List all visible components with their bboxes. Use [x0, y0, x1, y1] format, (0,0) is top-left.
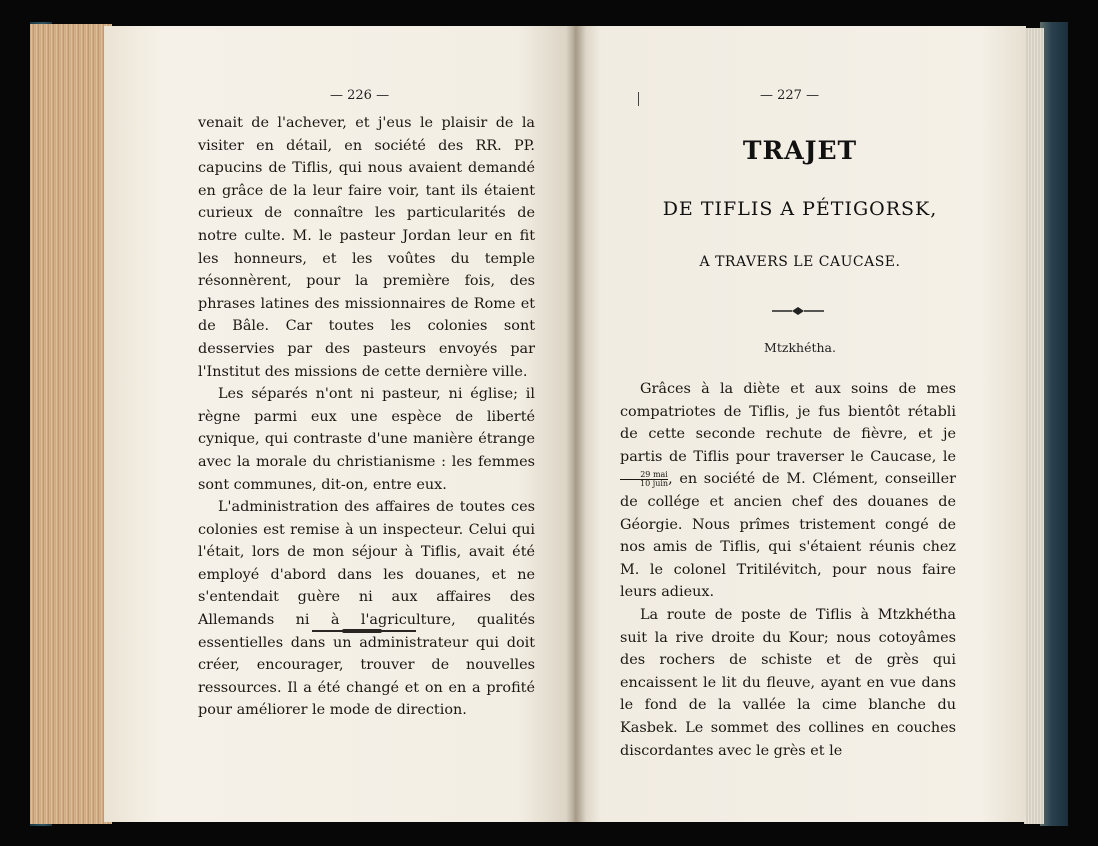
page-edges-left [30, 24, 112, 824]
place-heading: Mtzkhétha. [764, 340, 836, 355]
end-rule [312, 630, 416, 632]
left-paragraph-3: L'administration des affaires de toutes ces colonies est remise à un inspecteur. Celui qui l'était, lors de mon séjour à Tiflis, avait été employé d'abord dans les douanes, et ne s'entendait guère ni aux affaires des Allemands ni à l'agriculture, qualités essentielles dans un administrateur qui doit créer, encourager, trouver de nouvelles ressources. Il a été changé et on en a profité pour améliorer le mode de direction. [198, 499, 535, 719]
right-paragraph-1 [620, 378, 956, 604]
ornament-icon [770, 306, 826, 316]
chapter-subtitle: DE TIFLIS A PÉTIGORSK, [662, 198, 938, 220]
right-paragraph-2: La route de poste de Tiflis à Mtzkhétha suit la rive droite du Kour; nous cotoyâmes des rochers de schiste et de grès qui encaissent le lit du fleuve, ayant en vue dans le fond de la vallée la cime blanche du Kasbek. Le sommet des collines en couches discordantes avec le grès et le [620, 606, 956, 759]
book-cover-right [1040, 22, 1068, 826]
page-number-right: — 227 — [760, 88, 820, 103]
left-page [104, 26, 574, 822]
page-number-left: — 226 — [330, 88, 390, 103]
date-fraction-top: 29 mai [620, 471, 668, 480]
page-edges-right [1024, 28, 1044, 824]
book-gutter [566, 26, 586, 822]
date-fraction-bottom: 10 juin [640, 478, 669, 488]
chapter-subtitle-2: A TRAVERS LE CAUCASE. [699, 254, 901, 270]
left-paragraph-1: venait de l'achever, et j'eus le plaisir de la visiter en détail, en société des RR. PP. capucins de Tiflis, qui nous avaient demandé en grâce de la leur faire voir, tant ils étaient curieux de connaître les particularités de notre culte. M. le pasteur Jordan leur en fit les honneurs, et les voûtes du temple résonnèrent, pour la première fois, des phrases latines des missionnaires de Rome et de Bâle. Car toutes les colonies sont desservies par des pasteurs envoyés par l'Institut des missions de cette dernière ville. [198, 115, 535, 380]
chapter-title: TRAJET [742, 136, 858, 165]
right-page-text [620, 378, 956, 762]
right-paragraph-1-start: Grâces à la diète et aux soins de mes compatriotes de Tiflis, je fus bientôt rétabli de cette seconde rechute de fièvre, et je partis de Tiflis pour traverser le Caucase, le [620, 381, 956, 465]
right-page [574, 26, 1026, 822]
right-paragraph-1-end: , en société de M. Clément, conseiller de collége et ancien chef des douanes de Géorgie. Nous prîmes tristement congé de nos amis de Tiflis, qui s'étaient réunis chez M. le colonel Tritilévitch, pour nous faire leurs adieux. [620, 471, 956, 601]
date-fraction [620, 471, 668, 488]
margin-mark [638, 92, 639, 106]
left-paragraph-2: Les séparés n'ont ni pasteur, ni église; il règne parmi eux une espèce de liberté cynique, qui contraste d'une manière étrange avec la morale du christianisme : les femmes sont communes, dit-on, entre eux. [198, 386, 535, 493]
